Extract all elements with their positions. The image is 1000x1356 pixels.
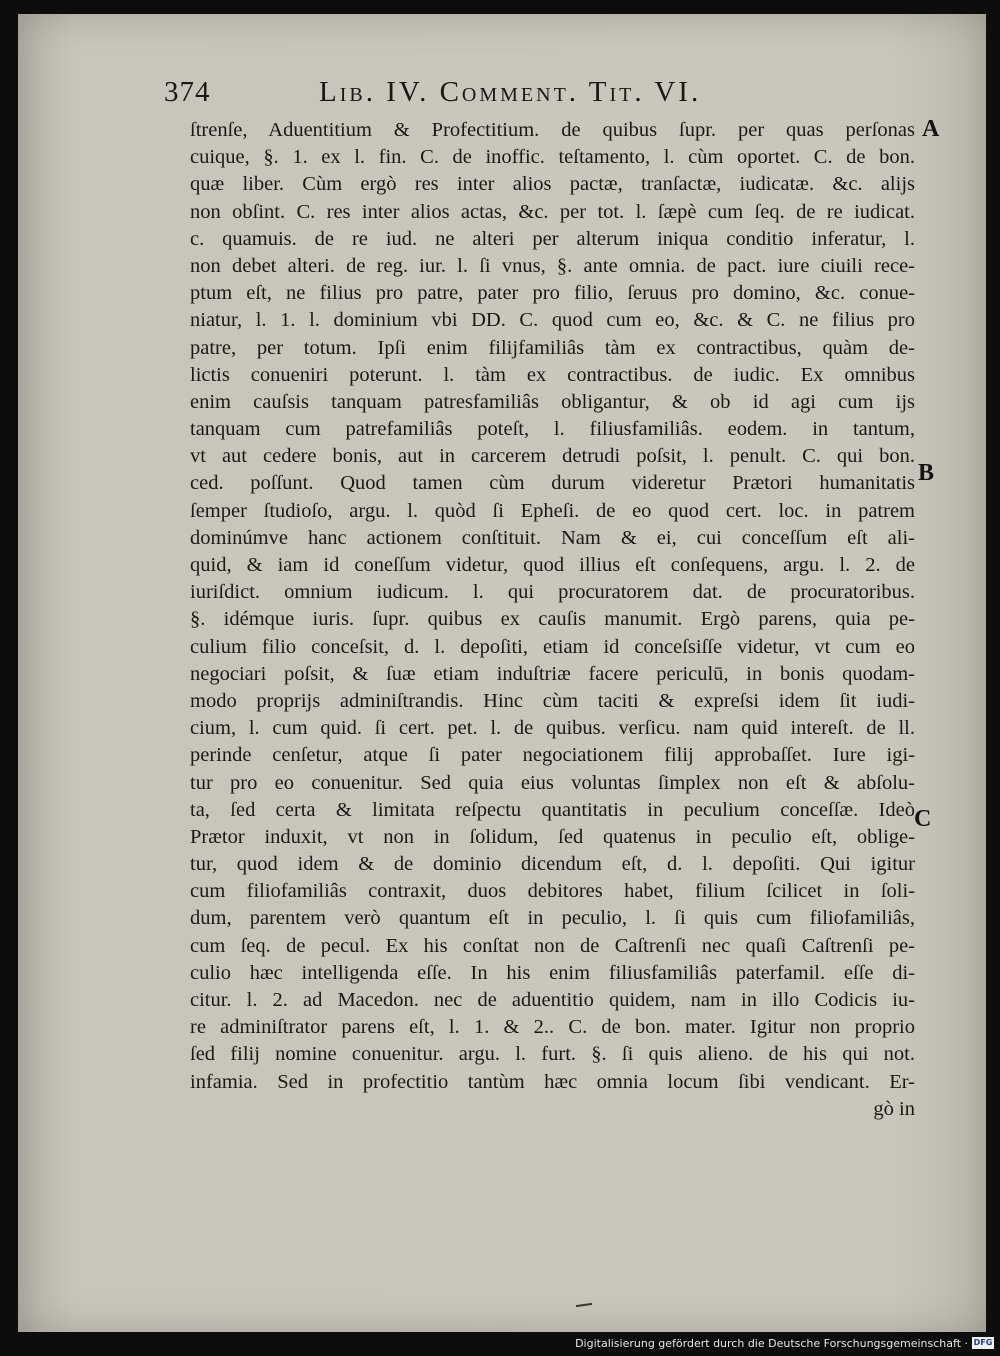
margin-letter-c: C (914, 806, 932, 832)
text-line: perinde cenſetur, atque ſi pater negociationem filij approbaſſet. Iure igi- (190, 744, 915, 767)
margin-letter-b: B (918, 460, 935, 486)
text-line: ptum eſt, ne filius pro patre, pater pro filio, ſeruus pro domino, &c. conue- (190, 282, 915, 305)
text-line: c. quamuis. de re iud. ne alteri per alterum iniqua conditio inferatur, l. (190, 227, 915, 250)
footer-attribution (575, 1334, 994, 1352)
text-line: cum ſeq. de pecul. Ex his conſtat non de Caſtrenſi nec quaſi Caſtrenſi pe- (190, 934, 915, 957)
text-line: patre, per totum. Ipſi enim filijfamiliâs tàm ex contractibus, quàm de- (190, 336, 915, 359)
text-line: ſtrenſe, Aduentitium & Profectitium. de quibus ſupr. per quas perſonas (190, 119, 915, 141)
text-line: ta, ſed certa & limitata reſpectu quantitatis in peculium conceſſæ. Ideò (190, 798, 915, 821)
text-line: tanquam cum patrefamiliâs poteſt, l. filiusfamiliâs. eodem. in tantum, (190, 418, 915, 441)
page-number: 374 (164, 76, 211, 108)
text-line: dum, parentem verò quantum eſt in peculio, l. ſi quis cum filiofamiliâs, (190, 907, 915, 930)
text-line: enim cauſsis tanquam patresfamiliâs obligantur, & ob id agi cum ijs (190, 390, 915, 413)
running-header (164, 74, 784, 114)
text-line: culium filio conceſsit, d. l. depoſiti, etiam id conceſsiſſe videtur, vt cum eo (190, 635, 915, 658)
dfg-logo-icon: DFG (973, 1338, 993, 1347)
text-line: iuriſdict. omnium iudicum. l. qui procuratorem dat. de procuratoribus. (190, 581, 915, 604)
text-line: niatur, l. 1. l. dominium vbi DD. C. quod cum eo, &c. & C. ne filius pro (190, 309, 915, 332)
text-line: non debet alteri. de reg. iur. l. ſi vnus, §. ante omnia. de pact. iure ciuili rece- (190, 254, 915, 277)
text-line: cium, l. cum quid. ſi cert. pet. l. de quibus. verſicu. nam quid intereſt. de ll. (190, 717, 915, 740)
catchword: gò in (873, 1097, 915, 1120)
text-line: infamia. Sed in profectitio tantùm hæc omnia locum ſibi vendicant. Er- (190, 1070, 915, 1093)
text-line: §. idémque iuris. ſupr. quibus ex cauſis manumit. Ergò parens, quia pe- (190, 608, 915, 631)
text-line: tur, quod idem & de dominio dicendum eſt, d. l. depoſiti. Qui igitur (190, 853, 915, 876)
text-line: tur pro eo conuenitur. Sed quia eius voluntas ſimplex non eſt & abſolu- (190, 771, 915, 794)
text-line: dominúmve hanc actionem conſtituit. Nam & ei, cui conceſſum eſt ali- (190, 526, 915, 549)
text-line: ced. poſſunt. Quod tamen cùm durum videretur Prætori humanitatis (190, 472, 915, 495)
margin-letter-a: A (922, 116, 940, 142)
text-line: ſemper ſtudioſo, argu. l. quòd ſi Epheſi. de eo quod cert. loc. in patrem (190, 499, 915, 522)
text-line: cum filiofamiliâs contraxit, duos debitores habet, filium ſcilicet in ſoli- (190, 880, 915, 903)
text-line: non obſint. C. res inter alios actas, &c. per tot. l. ſæpè cum ſeq. de re iudicat. (190, 200, 915, 223)
footer-text: Digitalisierung gefördert durch die Deutsche Forschungsgemeinschaft · (575, 1336, 968, 1350)
text-line: citur. l. 2. ad Macedon. nec de aduentitio quidem, nam in illo Codicis iu- (190, 989, 915, 1011)
text-line: lictis conueniri poterunt. l. tàm ex contractibus. de iudic. Ex omnibus (190, 363, 915, 386)
text-line: negociari poſsit, & ſuæ etiam induſtriæ facere periculū, in bonis quodam- (190, 662, 915, 685)
text-line: ſed filij nomine conuenitur. argu. l. furt. §. ſi quis alieno. de his qui not. (190, 1043, 915, 1066)
text-line: cuique, §. 1. ex l. fin. C. de inoffic. teſtamento, l. cùm oportet. C. de bon. (190, 146, 915, 169)
body-text (190, 117, 915, 1123)
text-line: Prætor induxit, vt non in ſolidum, ſed quatenus in peculio eſt, oblige- (190, 825, 915, 848)
running-title: Lib. IV. Comment. Tit. VI. (319, 76, 702, 108)
text-line: re adminiſtrator parens eſt, l. 1. & 2.. C. de bon. mater. Igitur non proprio (190, 1016, 915, 1039)
text-line: modo proprijs adminiſtrandis. Hinc cùm taciti & expreſsi idem ſit iudi- (190, 689, 915, 712)
text-line: quæ liber. Cùm ergò res inter alios pactæ, tranſactæ, iudicatæ. &c. alijs (190, 173, 915, 196)
text-line: vt aut cedere bonis, aut in carcerem detrudi poſsit, l. penult. C. qui bon. (190, 445, 915, 468)
text-line: quid, & iam id coneſſum videtur, quod illius eſt conſequens, argu. l. 2. de (190, 554, 915, 576)
text-line: culio hæc intelligenda eſſe. In his enim filiusfamiliâs paterfamil. eſſe di- (190, 961, 915, 984)
